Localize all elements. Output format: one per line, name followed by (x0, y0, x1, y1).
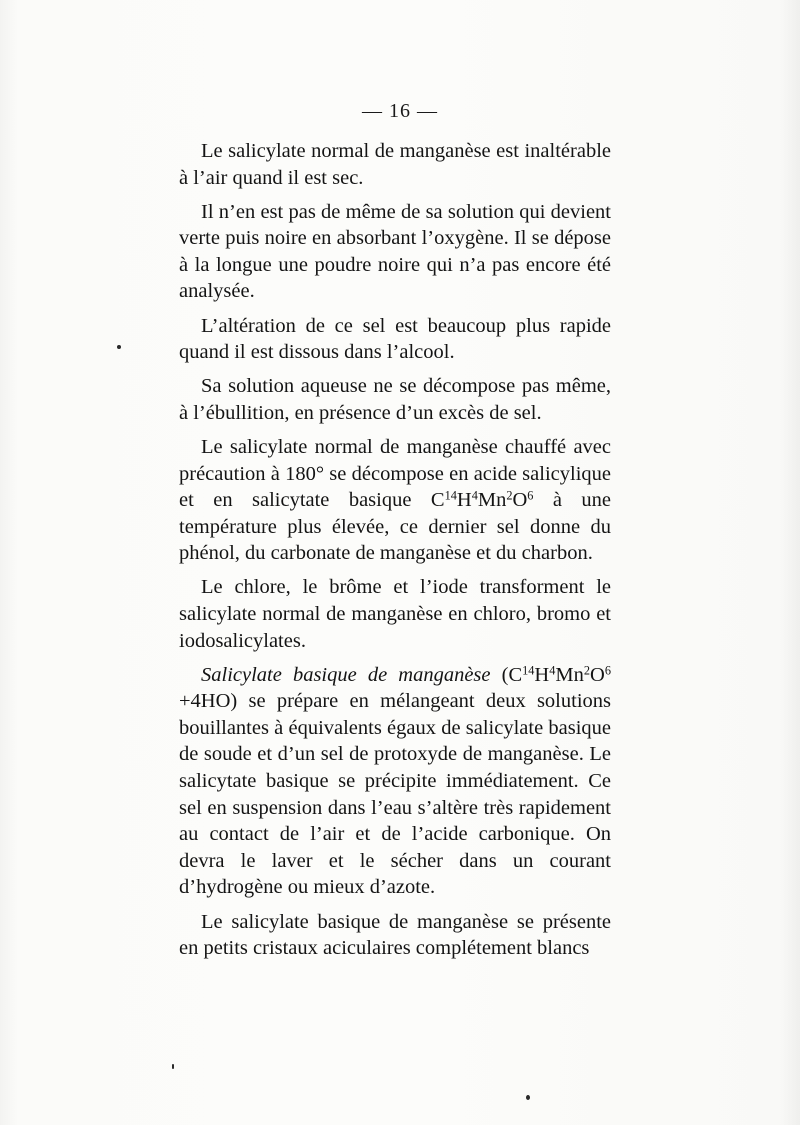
paragraph: L’altération de ce sel est beaucoup plus rapide quand il est dissous dans l’alcool. (179, 314, 611, 364)
page-number: — 16 — (362, 100, 438, 122)
ink-speck (117, 345, 121, 349)
ink-speck (526, 1095, 530, 1100)
formula-element: O (512, 489, 528, 512)
formula: $(C^{14}H^4Mn^2O^6 +4HO)$ (179, 662, 611, 713)
body-text (179, 138, 611, 969)
formula-subscript: 6 (604, 662, 611, 677)
paragraph: Le chlore, le brôme et l’iode transforment le salicylate normal de manganèse en chloro, bromo et iodosalicylates. (179, 576, 611, 652)
formula-subscript: 14 (444, 488, 457, 503)
formula-subscript: 2 (506, 488, 513, 503)
formula-element: C (430, 489, 445, 512)
paragraph: Le salicylate normal de manganèse est inaltérable à l’air quand il est sec. (179, 140, 611, 189)
paragraph: Il n’en est pas de même de sa solution qui devient verte puis noire en absorbant l’oxygène. Il se dépose à la longue une poudre noire qui n’a pas encore été analysée. (179, 200, 611, 303)
formula-subscript: 4 (471, 488, 478, 503)
paragraph-text: se prépare en mélangeant deux solutions bouillantes à équivalents égaux de salicylate basique de soude et d’un sel de protoxyde de manganèse. Le salicytate basique se précipite immédiatement. Ce sel en suspension dans l’eau s’altère très rapidement au contact de l’air et de l’acide carbonique. On devra le laver et le sécher dans un courant d’hydrogène ou mieux d’azote. (179, 690, 611, 899)
paragraph: Sa solution aqueuse ne se décompose pas même, à l’ébullition, en présence d’un excès de sel. (179, 375, 611, 424)
paragraph-text: à une température plus élevée, ce dernier sel donne du phénol, du carbonate de manganèse et du charbon. (179, 489, 612, 565)
formula-subscript: 2 (583, 662, 591, 677)
formula-subscript: 14 (522, 662, 535, 677)
formula-subscript: 4 (549, 662, 556, 677)
ink-speck (172, 1064, 174, 1069)
italic-heading: Salicylate basique de manganèse (201, 663, 491, 686)
paragraph-with-formula (179, 662, 611, 901)
formula (431, 489, 534, 511)
formula-element: Mn (477, 489, 507, 512)
paragraph: Le salicylate basique de manganèse se présente en petits cristaux aciculaires complétement blancs (179, 910, 611, 960)
formula-subscript: 6 (527, 488, 534, 503)
paragraph-with-formula (179, 434, 611, 567)
paragraph-text: Le salicylate normal de manganèse chauffé avec précaution à 180° se décompose en acide salicylique et en salicytate basique (179, 435, 611, 512)
formula-element: H (456, 489, 472, 512)
